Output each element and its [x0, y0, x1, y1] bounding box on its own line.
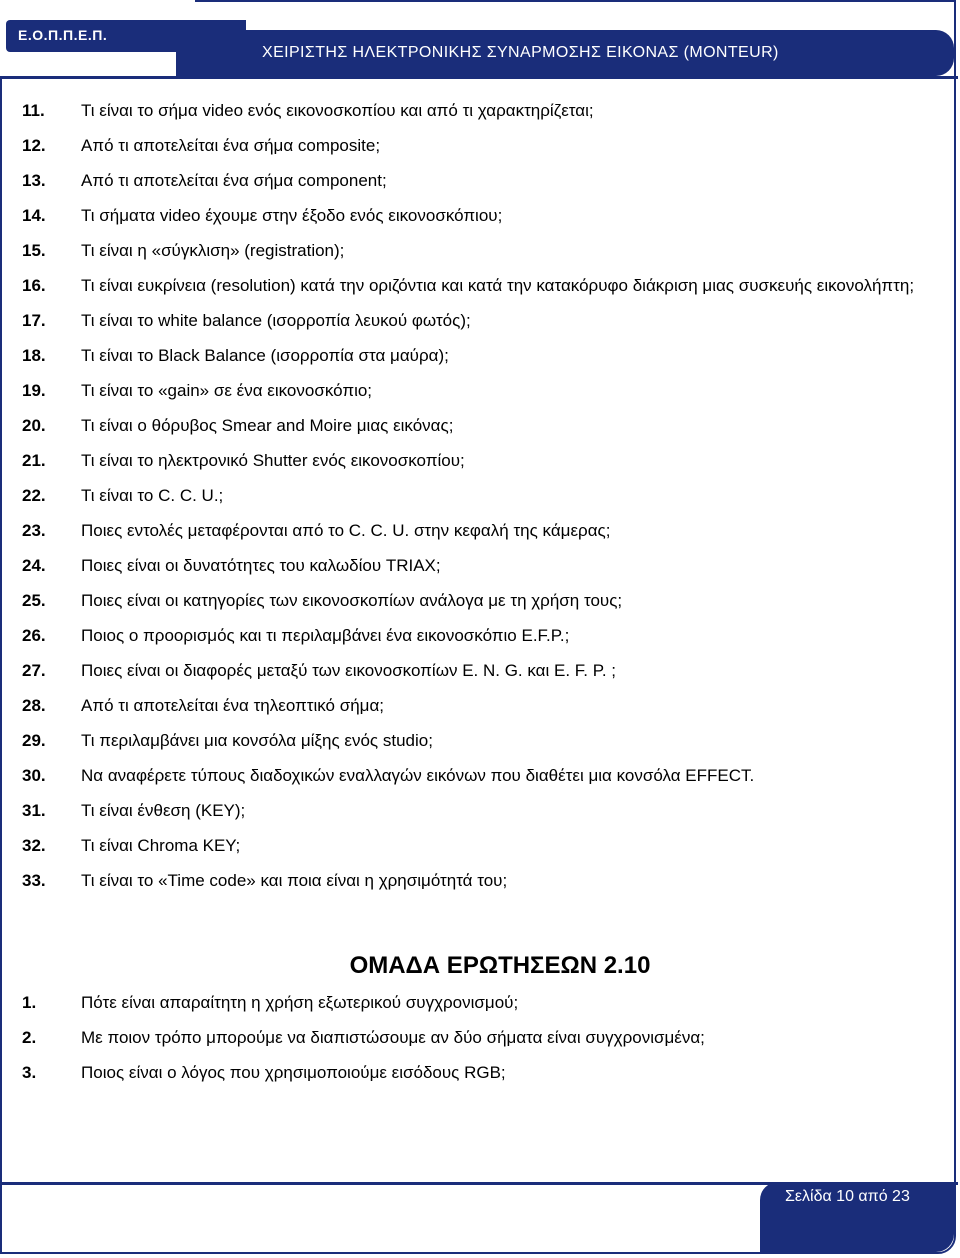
question-item [0, 590, 960, 612]
question-number: 29. [22, 731, 46, 750]
question-item [0, 695, 960, 717]
question-item [0, 660, 960, 682]
question-number: 30. [22, 766, 46, 785]
question-item [0, 1027, 960, 1049]
question-text: Να αναφέρετε τύπους διαδοχικών εναλλαγών εικόνων που διαθέτει μια κονσόλα EFFECT. [81, 766, 755, 785]
question-number: 26. [22, 626, 46, 645]
question-number: 22. [22, 486, 46, 505]
question-text: Με ποιον τρόπο μπορούμε να διαπιστώσουμε αν δύο σήματα είναι συγχρονισμένα; [81, 1028, 705, 1047]
header [0, 0, 958, 78]
question-number: 32. [22, 836, 46, 855]
question-text: Από τι αποτελείται ένα σήμα component; [81, 171, 387, 190]
question-item [0, 730, 960, 752]
question-number: 18. [22, 346, 46, 365]
question-item [0, 415, 960, 437]
question-number: 12. [22, 136, 46, 155]
question-text: Ποιες είναι οι δυνατότητες του καλωδίου TRIAX; [81, 556, 441, 575]
question-item [0, 485, 960, 507]
question-text: Τι σήματα video έχουμε στην έξοδο ενός εικονοσκόπιου; [81, 206, 503, 225]
question-number: 1. [22, 993, 37, 1012]
question-item [0, 555, 960, 577]
question-number: 25. [22, 591, 46, 610]
question-item [0, 275, 960, 297]
question-text: Τι είναι το white balance (ισορροπία λευκού φωτός); [81, 311, 471, 330]
question-number: 20. [22, 416, 46, 435]
question-text: Τι είναι Chroma KEY; [81, 836, 241, 855]
question-number: 31. [22, 801, 46, 820]
question-item [0, 765, 960, 787]
question-item [0, 100, 960, 122]
question-item [0, 1062, 960, 1084]
title-block [228, 30, 954, 76]
question-item [0, 345, 960, 367]
question-text: Από τι αποτελείται ένα σήμα composite; [81, 136, 381, 155]
question-text: Ποιες εντολές μεταφέρονται από το C. C. U. στην κεφαλή της κάμερας; [81, 521, 611, 540]
question-list [0, 100, 960, 1097]
question-text: Τι είναι το ηλεκτρονικό Shutter ενός εικονοσκοπίου; [81, 451, 465, 470]
question-text: Ποιες είναι οι κατηγορίες των εικονοσκοπίων ανάλογα με τη χρήση τους; [81, 591, 623, 610]
question-item [0, 240, 960, 262]
question-number: 3. [22, 1063, 37, 1082]
question-text: Πότε είναι απαραίτητη η χρήση εξωτερικού συγχρονισμού; [81, 993, 519, 1012]
question-number: 21. [22, 451, 46, 470]
org-label: Ε.Ο.Π.Π.Ε.Π. [18, 27, 108, 43]
question-item [0, 310, 960, 332]
question-text: Από τι αποτελείται ένα τηλεοπτικό σήμα; [81, 696, 385, 715]
document-title: ΧΕΙΡΙΣΤΗΣ ΗΛΕΚΤΡΟΝΙΚΗΣ ΣΥΝΑΡΜΟΣΗΣ ΕΙΚΟΝΑΣ (MONTEUR) [262, 44, 779, 61]
org-block [0, 0, 195, 76]
question-text: Τι είναι η «σύγκλιση» (registration); [81, 241, 345, 260]
question-text: Τι είναι το C. C. U.; [81, 486, 224, 505]
question-number: 2. [22, 1028, 37, 1047]
question-text: Τι είναι το «gain» σε ένα εικονοσκόπιο; [81, 381, 373, 400]
question-text: Ποιος ο προορισμός και τι περιλαμβάνει ένα εικονοσκόπιο E.F.P.; [81, 626, 570, 645]
question-text: Τι είναι ο θόρυβος Smear and Moire μιας εικόνας; [81, 416, 454, 435]
question-number: 33. [22, 871, 46, 890]
question-item [0, 520, 960, 542]
question-number: 14. [22, 206, 46, 225]
question-text: Τι είναι ευκρίνεια (resolution) κατά την οριζόντια και κατά την κατακόρυφο διάκριση μιας συσκευής εικονολήπτη; [81, 276, 915, 295]
question-text: Ποιος είναι ο λόγος που χρησιμοποιούμε εισόδους RGB; [81, 1063, 506, 1082]
question-text: Τι είναι το Black Balance (ισορροπία στα μαύρα); [81, 346, 449, 365]
question-number: 28. [22, 696, 46, 715]
question-number: 16. [22, 276, 46, 295]
question-text: Τι περιλαμβάνει μια κονσόλα μίξης ενός studio; [81, 731, 433, 750]
question-number: 24. [22, 556, 46, 575]
section-heading: ΟΜΑΔΑ ΕΡΩΤΗΣΕΩΝ 2.10 [349, 952, 651, 979]
question-item [0, 835, 960, 857]
question-item [0, 135, 960, 157]
question-item [0, 800, 960, 822]
footer [0, 1182, 958, 1252]
question-item [0, 380, 960, 402]
question-item [0, 992, 960, 1014]
question-item [0, 625, 960, 647]
question-number: 11. [22, 101, 45, 120]
question-item [0, 205, 960, 227]
question-item [0, 450, 960, 472]
question-number: 13. [22, 171, 46, 190]
question-text: Τι είναι το «Time code» και ποια είναι η χρησιμότητά του; [81, 871, 508, 890]
question-number: 23. [22, 521, 46, 540]
question-text: Ποιες είναι οι διαφορές μεταξύ των εικονοσκοπίων E. N. G. και E. F. P. ; [81, 661, 617, 680]
question-number: 15. [22, 241, 46, 260]
page-number: Σελίδα 10 από 23 [785, 1188, 910, 1205]
question-text: Τι είναι το σήμα video ενός εικονοσκοπίου και από τι χαρακτηρίζεται; [81, 101, 594, 120]
question-number: 27. [22, 661, 46, 680]
question-number: 19. [22, 381, 46, 400]
question-number: 17. [22, 311, 46, 330]
page-badge-tail [760, 1216, 954, 1252]
question-text: Τι είναι ένθεση (KEY); [81, 801, 246, 820]
header-rule [0, 76, 958, 79]
question-item [0, 870, 960, 892]
question-item [0, 170, 960, 192]
